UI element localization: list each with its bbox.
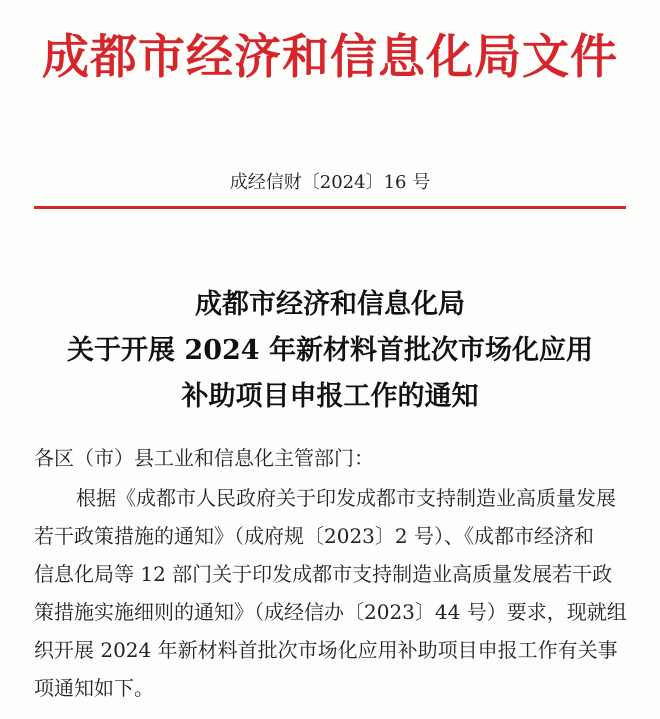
document-number: 成经信财〔2024〕16 号	[229, 172, 431, 193]
addressee-line: 各区（市）县工业和信息化主管部门：	[34, 446, 374, 470]
body-line: 项通知如下。	[34, 676, 154, 700]
red-divider-line	[34, 206, 626, 209]
body-paragraph	[34, 479, 634, 707]
body-line: 织开展 2024 年新材料首批次市场化应用补助项目申报工作有关事	[34, 638, 618, 662]
body-line: 信息化局等 12 部门关于印发成都市支持制造业高质量发展若干政	[34, 562, 613, 586]
issuer-header-title: 成都市经济和信息化局文件	[42, 30, 618, 85]
notice-title-line-3: 补助项目申报工作的通知	[181, 381, 479, 412]
notice-title-line-2: 关于开展 2024 年新材料首批次市场化应用	[67, 335, 593, 366]
body-line: 若干政策措施的通知》（成府规〔2023〕2 号）、《成都市经济和	[34, 524, 594, 548]
body-line: 根据《成都市人民政府关于印发成都市支持制造业高质量发展	[76, 486, 616, 510]
notice-title-line-1: 成都市经济和信息化局	[195, 289, 465, 320]
body-line: 策措施实施细则的通知》（成经信办〔2023〕44 号）要求，现就组	[34, 600, 627, 624]
notice-title	[0, 282, 660, 420]
